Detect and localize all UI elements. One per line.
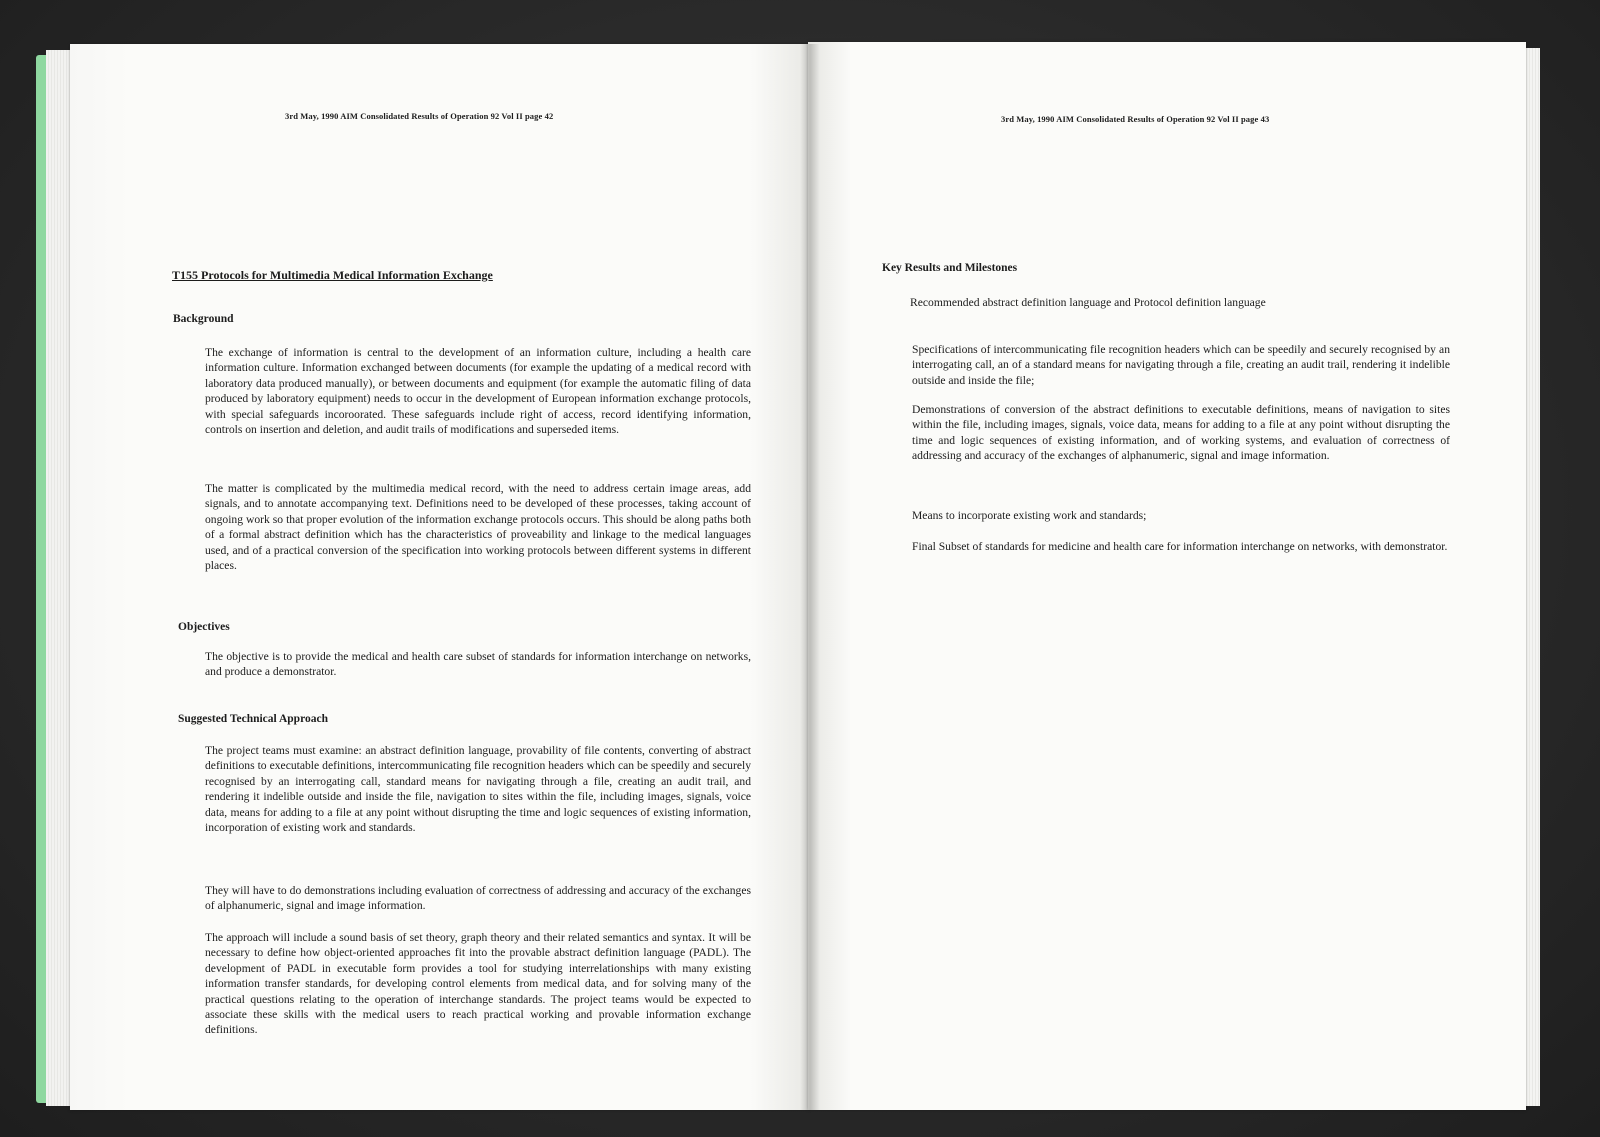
background-paragraph-2: The matter is complicated by the multimedia medical record, with the need to address certain image areas, add signals, and to annotate accompanying text. Definitions need to be developed of these processes, taking account of ongoing work so that proper evolution of the information exchange protocols occurs. This should be along paths both of a formal abstract definition which has the characteristics of proveability and linkage to the medical languages used, and of a practical conversion of the specification into working protocols between different systems in different places. bbox=[205, 482, 751, 573]
right-page-header: 3rd May, 1990 AIM Consolidated Results of Operation 92 Vol II page 43 bbox=[1001, 114, 1270, 124]
results-heading: Key Results and Milestones bbox=[882, 262, 1018, 274]
document-title: T155 Protocols for Multimedia Medical Information Exchange bbox=[172, 268, 493, 282]
result-item-4: Means to incorporate existing work and standards; bbox=[912, 509, 1147, 522]
book-gutter bbox=[800, 44, 820, 1110]
approach-paragraph-2: They will have to do demonstrations including evaluation of correctness of addressing and accuracy of the exchanges of alphanumeric, signal and image information. bbox=[205, 884, 751, 913]
result-item-3: Demonstrations of conversion of the abstract definitions to executable definitions, means of navigation to sites within the file, including images, signals, voice data, means for adding to a file at any point without disrupting the time and logic sequences of existing information, and of working systems, and evaluation of correctness of addressing and accuracy of the exchanges of alphanumeric, signal and image information. bbox=[912, 403, 1450, 463]
left-page-header: 3rd May, 1990 AIM Consolidated Results of Operation 92 Vol II page 42 bbox=[285, 111, 554, 121]
result-item-2: Specifications of intercommunicating file recognition headers which can be speedily and securely recognised by an interrogating call, an of a standard means for navigating through a file, creating an audit trail, rendering it indelible outside and inside the file; bbox=[912, 343, 1450, 387]
approach-paragraph-1: The project teams must examine: an abstract definition language, provability of file contents, converting of abstract definitions to executable definitions, intercommunicating file recognition headers which can be speedily and securely recognised by an interrogating call, standard means for navigating through a file, creating an audit trail, and rendering it indelible outside and inside the file, navigation to sites within the file, including images, signals, voice data, means for adding to a file at any point without disrupting the time and logic sequences of existing information, incorporation of existing work and standards. bbox=[205, 744, 751, 835]
result-item-5: Final Subset of standards for medicine and health care for information interchange on networks, with demonstrator. bbox=[912, 540, 1448, 553]
objectives-heading: Objectives bbox=[178, 621, 230, 633]
objectives-paragraph: The objective is to provide the medical and health care subset of standards for information interchange on networks, and produce a demonstrator. bbox=[205, 650, 751, 679]
approach-heading: Suggested Technical Approach bbox=[178, 713, 328, 725]
approach-paragraph-3: The approach will include a sound basis of set theory, graph theory and their related semantics and syntax. It will be necessary to define how object-oriented approaches fit into the provable abstract definition language (PADL). The development of PADL in executable form provides a tool for studying interrelationships with many existing information transfer standards, for developing control elements from medical data, and for solving many of the practical questions relating to the operation of interchange standards. The project teams would be expected to associate these skills with the medical users to reach practical working and provable information exchange definitions. bbox=[205, 931, 751, 1037]
background-paragraph-1: The exchange of information is central to the development of an information culture, including a health care information culture. Information exchanged between documents (for example the updating of a medical record with laboratory data produced manually), or between documents and equipment (for example the automatic filing of data produced by laboratory equipment) needs to occur in the development of European information exchange protocols, with special safeguards incoroorated. These safeguards include right of access, record identifying information, controls on insertion and deletion, and audit trails of modifications and superseded items. bbox=[205, 346, 751, 437]
right-page bbox=[808, 42, 1526, 1110]
result-item-1: Recommended abstract definition language and Protocol definition language bbox=[910, 296, 1266, 309]
background-heading: Background bbox=[173, 313, 234, 325]
